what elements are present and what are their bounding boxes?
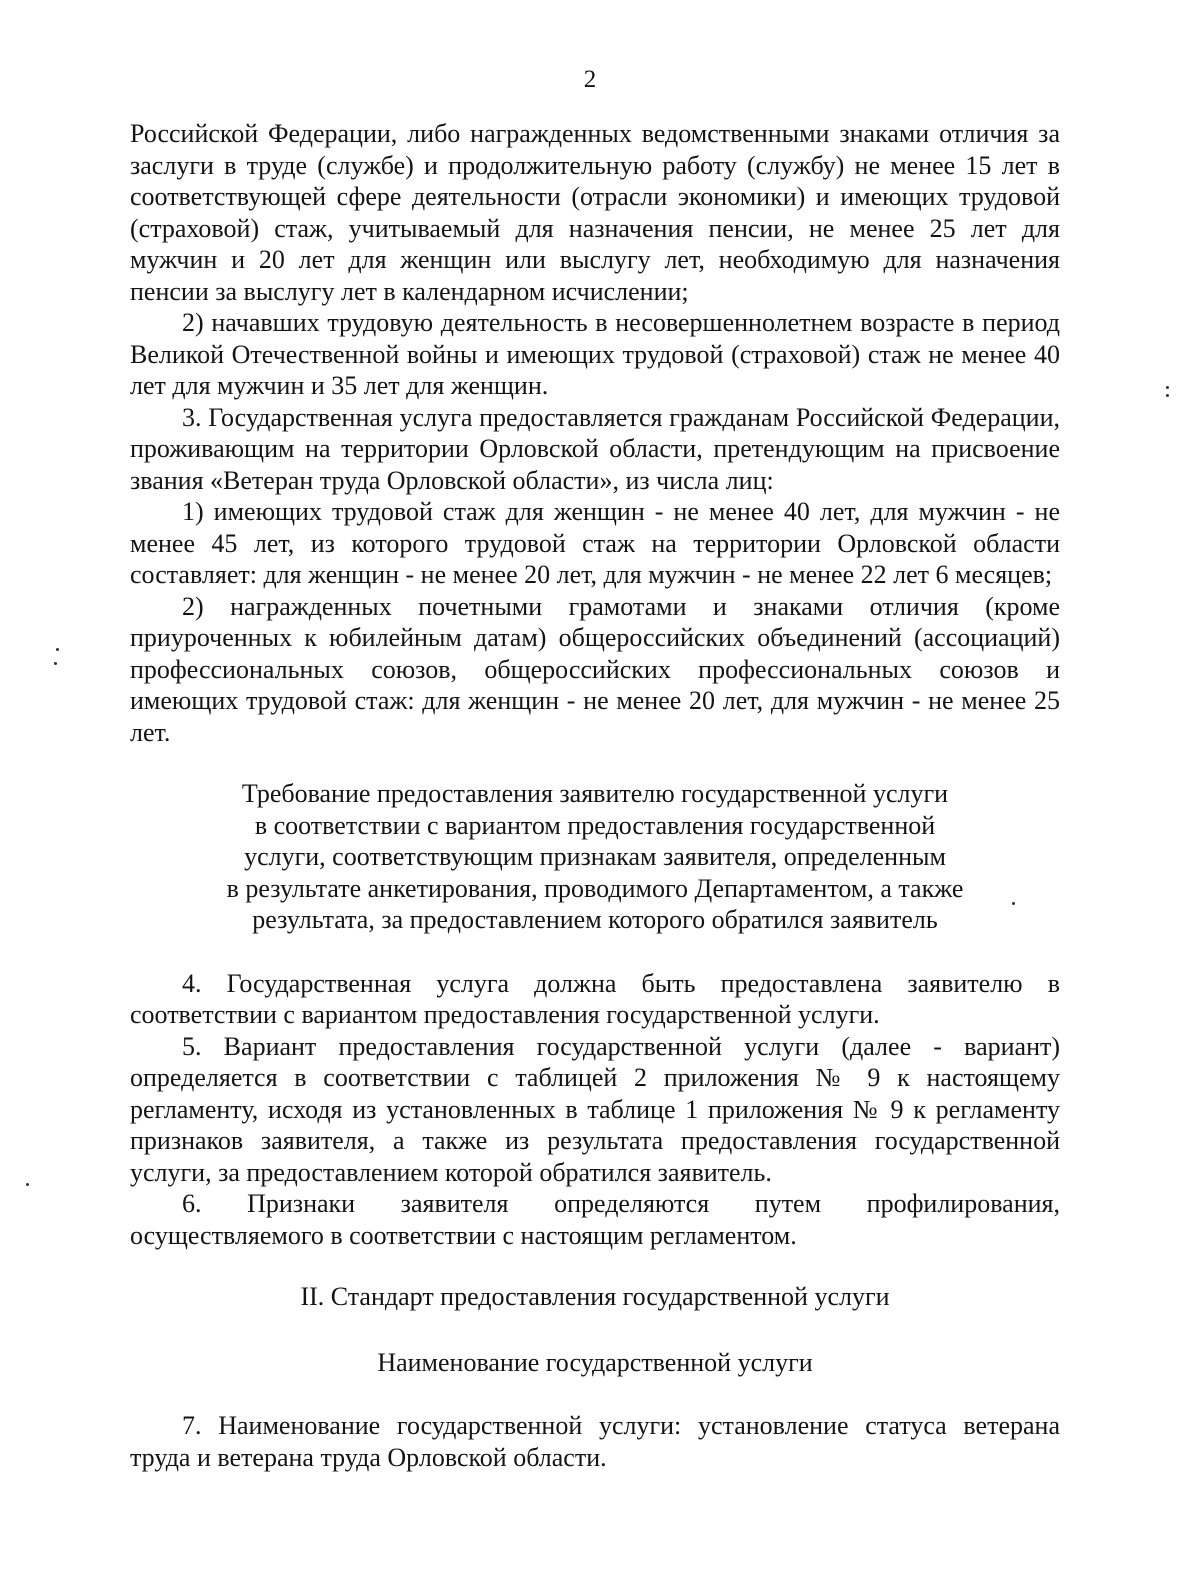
scan-speck <box>1166 386 1169 389</box>
heading-requirement-line: услуги, соответствующим признакам заявителя, определенным <box>244 842 946 871</box>
paragraph-continuation: Российской Федерации, либо награжденных ведомственными знаками отличия за заслуги в труде (службе) и продолжительную работу (службу) не менее 15 лет в соответствующей сфере деятельности (отрасли экономики) и имеющих трудовой (страховой) стаж, учитываемый для назначения пенсии, не менее 25 лет для мужчин и 20 лет для женщин или выслугу лет, необходимую для назначения пенсии за выслугу лет в календарном исчислении; <box>130 119 1060 306</box>
page-number: 2 <box>583 66 597 93</box>
paragraph-4: 4. Государственная услуга должна быть предоставлена заявителю в соответствии с вариантом предоставления государственной услуги. <box>130 968 1060 1029</box>
paragraph-3-item-1: 1) имеющих трудовой стаж для женщин - не менее 40 лет, для мужчин - не менее 45 лет, из которого трудовой стаж на территории Орловской области составляет: для женщин - не менее 20 лет, для мужчин - не менее 22 лет 6 месяцев; <box>130 497 1060 589</box>
heading-requirement <box>130 778 1060 936</box>
heading-requirement-line: результата, за предоставлением которого обратился заявитель <box>252 905 938 934</box>
paragraph-3: 3. Государственная услуга предоставляется гражданам Российской Федерации, проживающим на территории Орловской области, претендующим на присвоение звания «Ветеран труда Орловской области», из числа лиц: <box>130 402 1060 495</box>
paragraph-3-item-2: 2) награжденных почетными грамотами и знаками отличия (кроме приуроченных к юбилейным датам) общероссийских объединений (ассоциаций) профессиональных союзов, общероссийских профессиональных союзов и имеющих трудовой стаж: для женщин - не менее 20 лет, для мужчин - не менее 25 лет. <box>130 591 1060 747</box>
heading-section-ii: II. Стандарт предоставления государственной услуги <box>300 1282 890 1311</box>
scan-speck <box>54 662 57 665</box>
paragraph-5: 5. Вариант предоставления государственной услуги (далее - вариант) определяется в соответствии с таблицей 2 приложения № 9 к настоящему регламенту, исходя из установленных в таблице 1 приложения № 9 к регламенту признаков заявителя, а также из результата предоставления государственной услуги, за предоставлением которой обратился заявитель. <box>130 1031 1060 1187</box>
scan-speck <box>1166 394 1169 397</box>
paragraph-item-2: 2) начавших трудовую деятельность в несовершеннолетнем возрасте в период Великой Отечественной войны и имеющих трудовой (страховой) стаж не менее 40 лет для мужчин и 35 лет для женщин. <box>130 308 1060 400</box>
scan-speck <box>56 648 59 651</box>
heading-requirement-line: Требование предоставления заявителю государственной услуги <box>241 779 949 808</box>
heading-requirement-line: в соответствии с вариантом предоставления государственной <box>254 810 936 840</box>
document-body <box>130 118 1060 1473</box>
heading-service-name: Наименование государственной услуги <box>377 1347 813 1377</box>
scan-speck <box>1012 902 1015 905</box>
scan-speck <box>26 1183 29 1186</box>
paragraph-7: 7. Наименование государственной услуги: установление статуса ветерана труда и ветерана труда Орловской области. <box>130 1411 1060 1472</box>
paragraph-6: 6. Признаки заявителя определяются путем профилирования, осуществляемого в соответствии с настоящим регламентом. <box>130 1189 1060 1250</box>
heading-requirement-line: в результате анкетирования, проводимого Департаментом, а также <box>226 873 964 903</box>
